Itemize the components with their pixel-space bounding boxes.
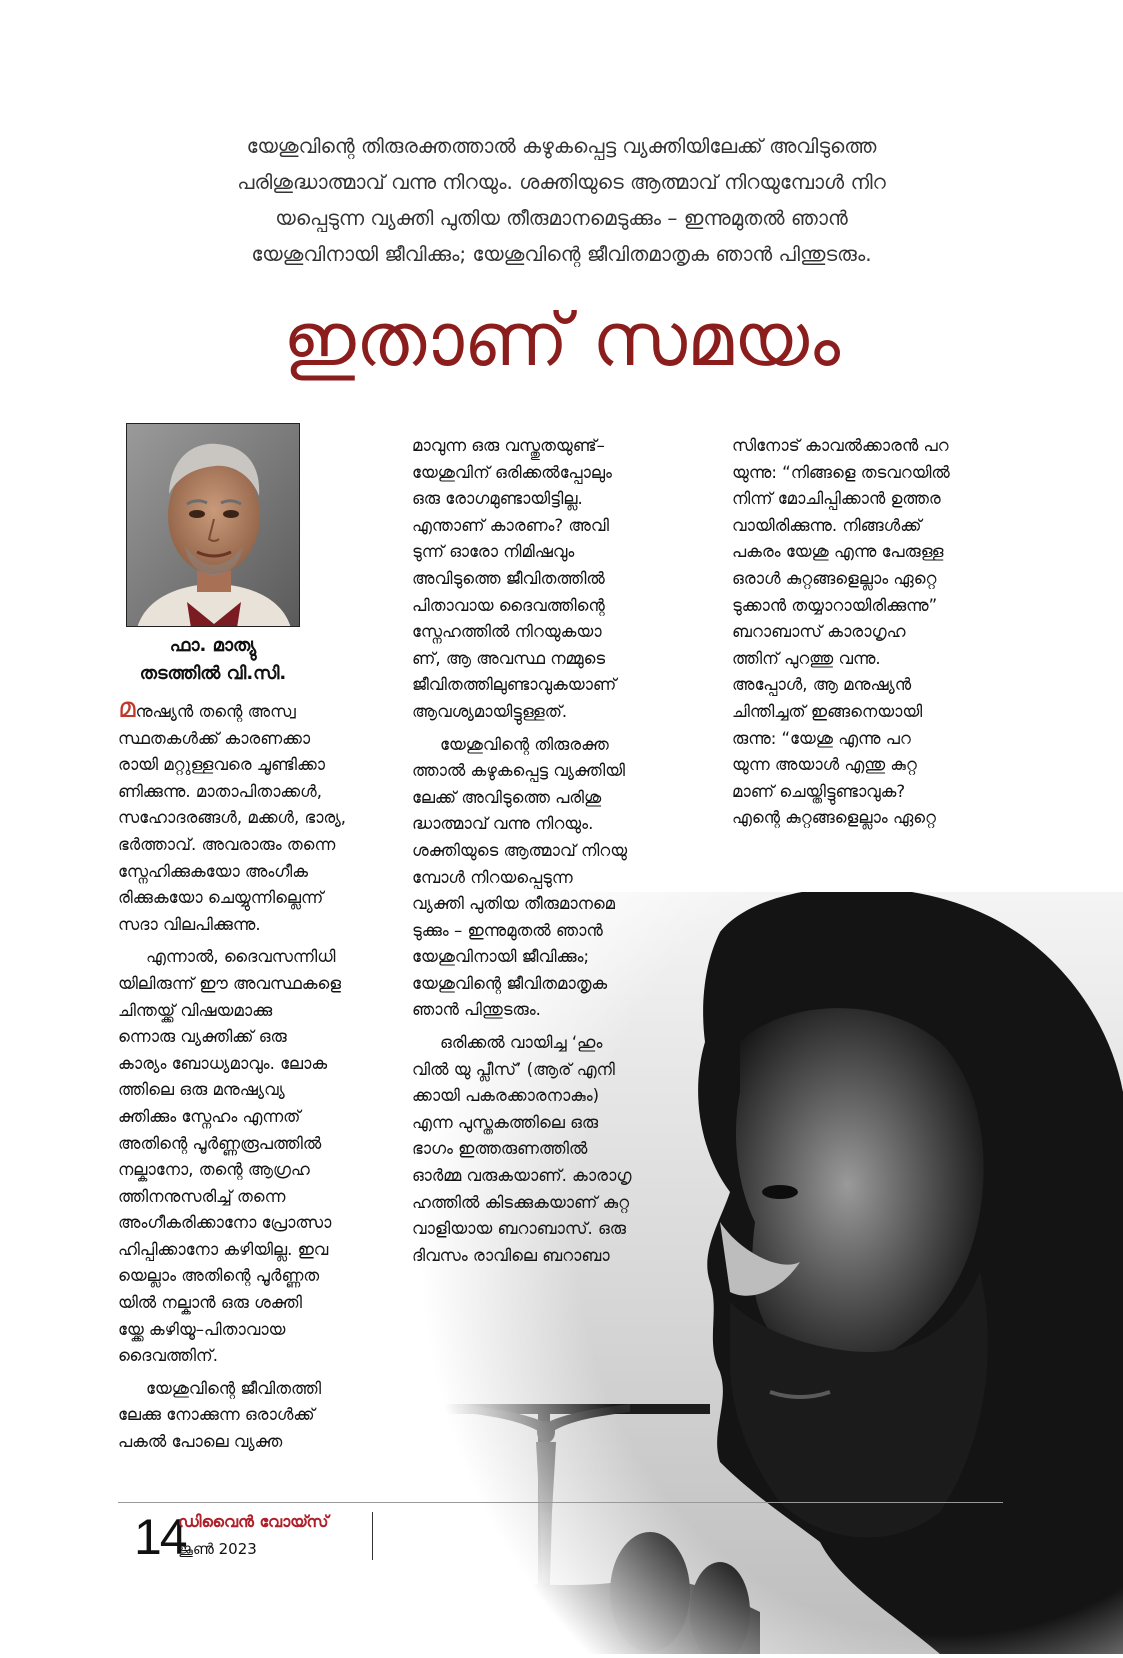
line: ഭർത്താവ്. അവരാരും തന്നെ	[118, 834, 336, 854]
line: ഭാഗം ഇത്തരുണത്തിൽ	[412, 1139, 588, 1159]
article-headline: ഇതാണ് സമയം	[283, 297, 840, 383]
line: അവിടുത്തെ ജീവിതത്തിൽ	[412, 568, 605, 588]
author-name	[118, 632, 308, 688]
line: ലേക്കു നോക്കുന്ന ഒരാൾക്ക്	[118, 1405, 315, 1425]
intro-line: യേശുവിന്റെ തിരുരക്തത്താൽ കഴുകപ്പെട്ട വ്യക്തിയിലേക്ക് അവിടുത്തെ	[246, 134, 877, 158]
line: അതിന്റെ പൂർണ്ണരൂപത്തിൽ	[118, 1133, 322, 1153]
line: ശക്തിയുടെ ആത്മാവ് നിറയു	[412, 840, 628, 860]
line: ഹത്തിൽ കിടക്കുകയാണ് കുറ്റ	[412, 1192, 630, 1212]
line: ത്തിന് പുറത്തു വന്നു.	[732, 648, 881, 668]
intro-line: യപ്പെടുന്ന വ്യക്തി പുതിയ തീരുമാനമെടുക്കും – ഇന്നുമുതൽ ഞാൻ	[275, 206, 848, 230]
line: ക്കായി പകരക്കാരനാകും)	[412, 1086, 600, 1106]
drop-cap: മ	[118, 698, 136, 724]
line: ആവശ്യമായിട്ടുള്ളത്.	[412, 701, 568, 721]
line: യെല്ലാം അതിന്റെ പൂർണ്ണത	[118, 1266, 320, 1286]
line: യിൽ നല്കാൻ ഒരു ശക്തി	[118, 1293, 302, 1313]
line: വായിരിക്കുന്നു. നിങ്ങൾക്ക്	[732, 515, 922, 535]
author-name-line: ഫാ. മാത്യു	[169, 635, 257, 656]
line: ത്തിലെ ഒരു മനുഷ്യവ്യ	[118, 1080, 285, 1100]
author-photo	[126, 423, 300, 627]
line: രിക്കുകയോ ചെയ്യുന്നില്ലെന്ന്	[118, 888, 324, 908]
line: നിന്ന് മോചിപ്പിക്കാൻ ഉത്തര	[732, 489, 941, 509]
line: സ്ഥതകൾക്ക് കാരണക്കാ	[118, 728, 311, 748]
line: രായി മറ്റുള്ളവരെ ചൂണ്ടിക്കാ	[118, 755, 326, 775]
line: യിലിരുന്ന് ഈ അവസ്ഥകളെ	[118, 973, 342, 993]
line: ബറാബാസ് കാരാഗൃഹ	[732, 622, 906, 642]
author-portrait-illustration	[127, 424, 300, 627]
paragraph	[412, 732, 698, 1025]
line: ജീവിതത്തിലുണ്ടാവുകയാണ്	[412, 675, 617, 695]
line: ഒരാൾ കുറ്റങ്ങളെല്ലാം ഏറ്റെ	[732, 568, 937, 588]
page-number: 14	[134, 1509, 186, 1565]
line: യേശുവിന്റെ ജീവിതമാതൃക	[412, 973, 608, 993]
intro-line: പരിശുദ്ധാത്മാവ് വന്നു നിറയും. ശക്തിയുടെ ആത്മാവ് നിറയുമ്പോൾ നിറ	[237, 170, 886, 194]
line: ടുക്കാൻ തയ്യാറായിരിക്കുന്നു”	[732, 595, 938, 615]
line: ടുന്ന് ഓരോ നിമിഷവും	[412, 542, 575, 562]
line: എന്റെ കുറ്റങ്ങളെല്ലാം ഏറ്റെ	[732, 808, 937, 828]
line: ണ്, ആ അവസ്ഥ നമ്മുടെ	[412, 648, 606, 668]
line: ഒരിക്കൽ വായിച്ച ‘ഹും	[440, 1033, 603, 1053]
line: എന്നാൽ, ദൈവസന്നിധി	[146, 947, 336, 967]
line: പകൽ പോലെ വ്യക്ത	[118, 1432, 283, 1452]
article-column-1	[118, 698, 394, 1462]
line: ഓർമ്മ വരുകയാണ്. കാരാഗൃ	[412, 1166, 632, 1186]
line: ദൈവത്തിന്.	[118, 1346, 218, 1366]
paragraph	[732, 433, 1012, 832]
line: ദിവസം രാവിലെ ബറാബാ	[412, 1245, 610, 1265]
line: അംഗീകരിക്കാനോ പ്രോത്സാ	[118, 1213, 332, 1233]
line: യേശുവിന്റെ ജീവിതത്തി	[146, 1378, 322, 1398]
issue-date: ജൂൺ 2023	[178, 1540, 257, 1558]
footer-divider	[118, 1502, 1003, 1503]
line: ത്താൽ കഴുകപ്പെട്ട വ്യക്തിയി	[412, 761, 625, 781]
line: രുന്നു: “യേശു എന്നു പറ	[732, 728, 911, 748]
author-name-line: തടത്തിൽ വി.സി.	[139, 663, 287, 684]
intro-quote	[150, 128, 973, 272]
line: വാളിയായ ബറാബാസ്. ഒരു	[412, 1219, 626, 1239]
line: ഞാൻ പിന്തുടരും.	[412, 1000, 541, 1020]
line: യുന്ന അയാൾ എന്തു കുറ്റ	[732, 755, 917, 775]
paragraph	[118, 944, 394, 1370]
line: യേശുവിനായി ജീവിക്കും;	[412, 947, 590, 967]
line: യേശുവിന്റെ തിരുരക്ത	[440, 734, 609, 754]
line: യ്ക്കേ കഴിയൂ–പിതാവായ	[118, 1319, 286, 1339]
line: ക്തിക്കും സ്നേഹം എന്നത്	[118, 1106, 301, 1126]
line: ചിന്തയ്ക്ക് വിഷയമാക്കു	[118, 1000, 273, 1020]
line: മ്പോൾ നിറയപ്പെടുന്ന	[412, 867, 573, 887]
line: സഹോദരങ്ങൾ, മക്കൾ, ഭാര്യ,	[118, 808, 347, 828]
paragraph	[118, 698, 394, 938]
footer-vertical-rule	[372, 1512, 373, 1560]
line: ന്നൊരു വ്യക്തിക്ക് ഒരു	[118, 1027, 287, 1047]
line: സിനോട് കാവൽക്കാരൻ പറ	[732, 436, 949, 455]
line: ത്തിനനുസരിച്ച് തന്നെ	[118, 1186, 286, 1206]
line: മാണ് ചെയ്തിട്ടുണ്ടാവുക?	[732, 781, 906, 801]
publication-name: ഡിവൈൻ വോയ്സ്	[178, 1512, 329, 1531]
line: മാവുന്ന ഒരു വസ്തുതയുണ്ട്–	[412, 436, 605, 455]
line-text: നുഷ്യൻ തന്റെ അസ്വ	[135, 702, 296, 721]
line: ചിന്തിച്ചത് ഇങ്ങനെയായി	[732, 701, 923, 721]
line: ലേക്ക് അവിടുത്തെ പരിശു	[412, 787, 602, 807]
line: വ്യക്തി പുതിയ തീരുമാനമെ	[412, 894, 616, 914]
line: ഹിപ്പിക്കാനോ കഴിയില്ല. ഇവ	[118, 1239, 329, 1259]
line: സദാ വിലപിക്കുന്നു.	[118, 914, 261, 934]
line: കാര്യം ബോധ്യമാവും. ലോക	[118, 1053, 328, 1073]
line: പകരം യേശു എന്നു പേരുള്ള	[732, 542, 944, 562]
line: പിതാവായ ദൈവത്തിന്റെ	[412, 595, 605, 615]
line: എന്ന പുസ്തകത്തിലെ ഒരു	[412, 1112, 599, 1132]
line: വിൽ യു പ്ലീസ്’ (ആര് എനി	[412, 1059, 615, 1079]
line: ദ്ധാത്മാവ് വന്നു നിറയും.	[412, 814, 594, 834]
line: സ്നേഹിക്കുകയോ അംഗീക	[118, 861, 308, 881]
line: ണിക്കുന്നു. മാതാപിതാക്കൾ,	[118, 781, 322, 801]
article-column-3	[732, 433, 1012, 838]
line	[118, 698, 394, 726]
line: യുന്നു: “നിങ്ങളെ തടവറയിൽ	[732, 462, 950, 482]
line: ടുക്കും – ഇന്നുമുതൽ ഞാൻ	[412, 920, 603, 940]
article-column-2	[412, 433, 698, 1275]
line: ഒരു രോഗമുണ്ടായിട്ടില്ല.	[412, 489, 583, 509]
line: അപ്പോൾ, ആ മനുഷ്യൻ	[732, 675, 912, 695]
intro-line: യേശുവിനായി ജീവിക്കും; യേശുവിന്റെ ജീവിതമാതൃക ഞാൻ പിന്തുടരും.	[251, 242, 872, 266]
line: സ്നേഹത്തിൽ നിറയുകയാ	[412, 622, 602, 642]
line: എന്താണ് കാരണം? അവി	[412, 515, 609, 535]
line: നല്കാനോ, തന്റെ ആഗ്രഹ	[118, 1160, 310, 1180]
paragraph	[412, 1030, 698, 1269]
line: യേശുവിന് ഒരിക്കൽപ്പോലും	[412, 462, 612, 482]
paragraph	[412, 433, 698, 726]
paragraph	[118, 1376, 394, 1456]
